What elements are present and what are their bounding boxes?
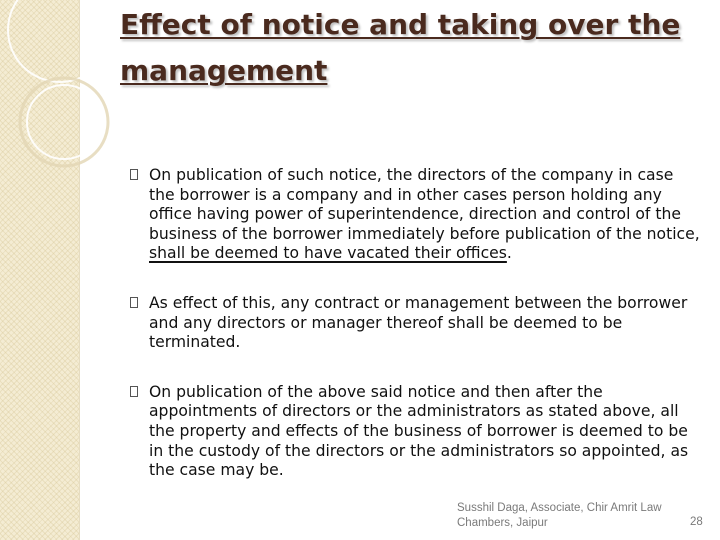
bullet-marker-icon	[130, 386, 138, 397]
footer-line-2: Chambers, Jaipur	[457, 517, 548, 529]
bullet-underlined-text: shall be deemed to have vacated their offices	[149, 244, 507, 263]
bullet-marker-icon	[130, 297, 138, 308]
slide-title: Effect of notice and taking over the management	[120, 8, 681, 87]
decorative-circles	[0, 0, 140, 200]
slide-footer	[457, 501, 707, 531]
bullet-text: On publication of the above said notice and then after the appointments of directors or the administrators as stated above, all the property and effects of the business of borrower is deemed to be in the custody of the directors or the administrators so appointed, as the case may be.	[149, 382, 689, 480]
bullet-item-3	[130, 383, 702, 481]
bullet-text: On publication of such notice, the directors of the company in case the borrower is a company and in other cases person holding any office having power of superintendence, direction and control of the business of the borrower immediately before publication of the notice,	[149, 166, 700, 243]
footer-line-1: Susshil Daga, Associate, Chir Amrit Law	[457, 502, 662, 514]
bullet-item-1	[130, 166, 702, 264]
bullet-item-2	[130, 294, 702, 353]
page-number: 28	[690, 516, 703, 528]
bullet-text: As effect of this, any contract or management between the borrower and any directors or manager thereof shall be deemed to be terminated.	[149, 293, 688, 352]
bullet-list	[130, 166, 702, 511]
bullet-marker-icon	[130, 169, 138, 180]
bullet-text-end: .	[506, 244, 512, 263]
